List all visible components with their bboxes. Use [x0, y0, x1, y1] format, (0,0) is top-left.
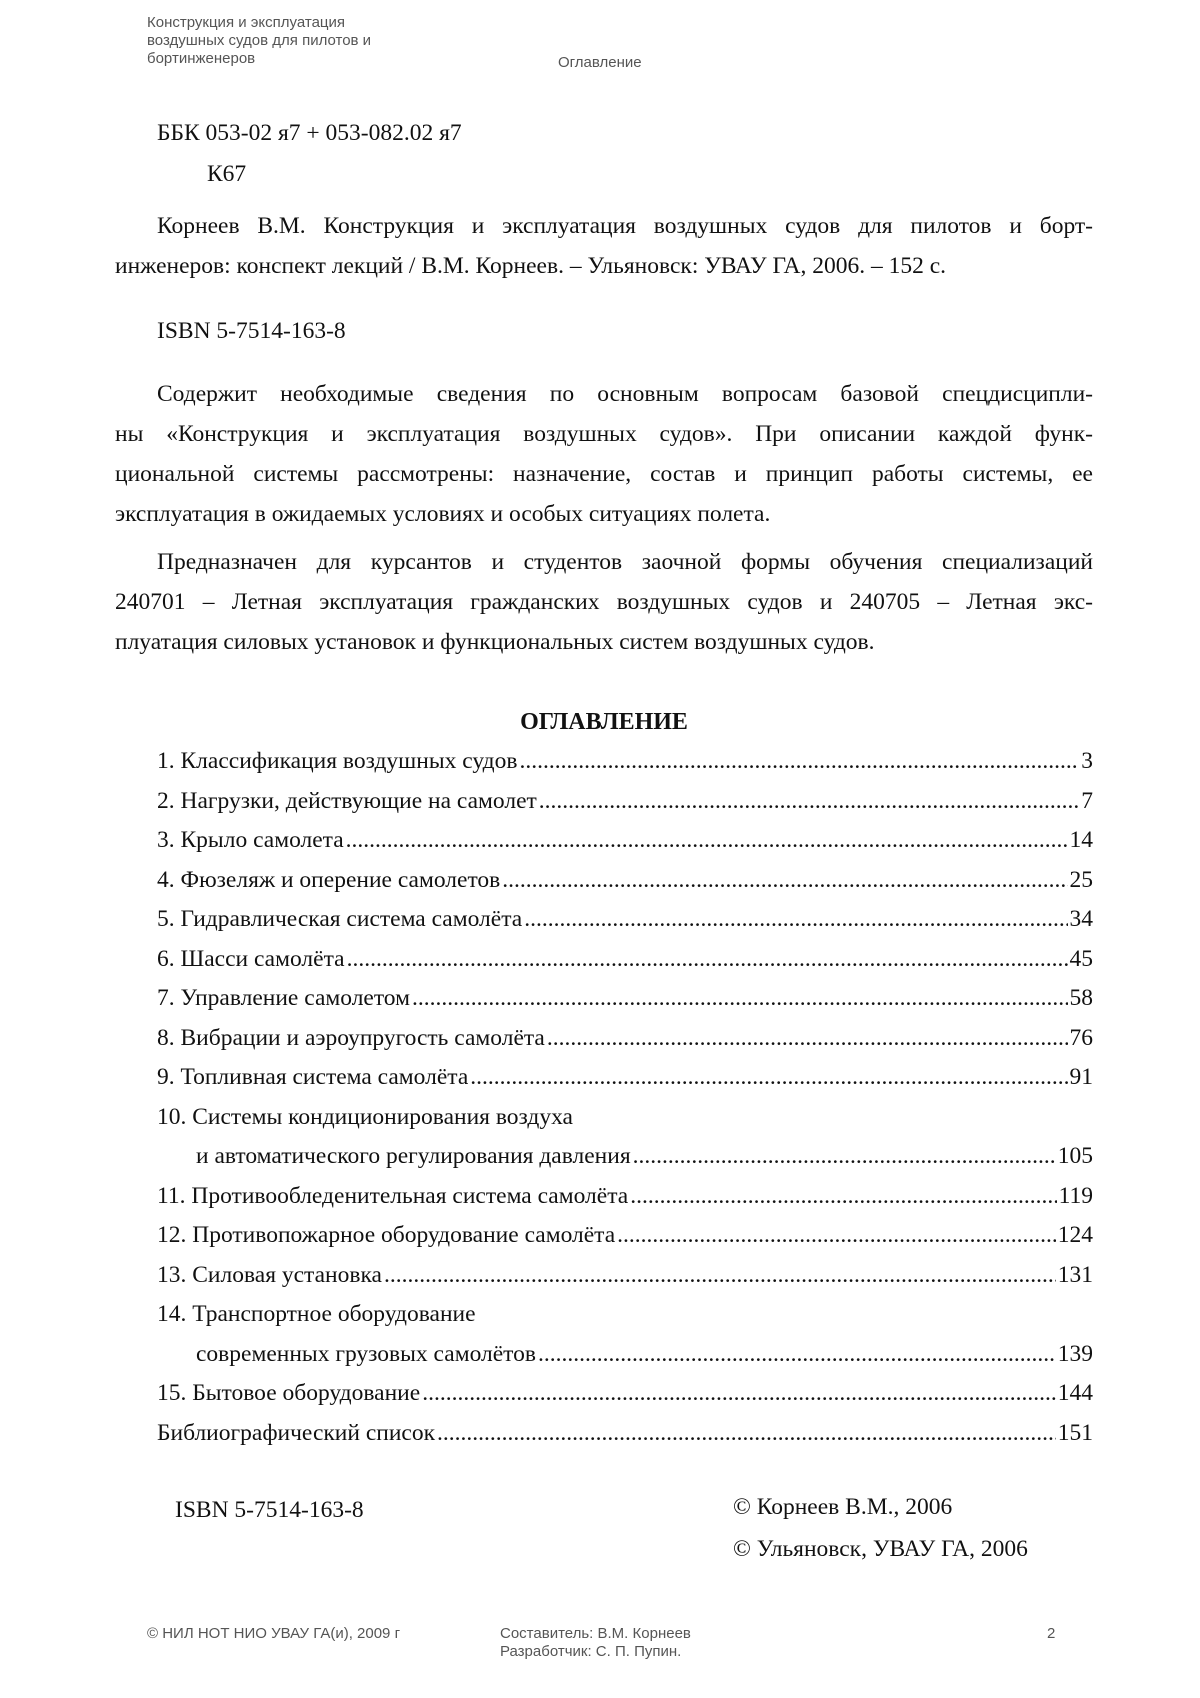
toc-entry[interactable] [157, 782, 1093, 822]
toc-row [157, 1256, 1093, 1296]
toc-page-number: 131 [1057, 1261, 1093, 1288]
toc-number: 15. [157, 1380, 193, 1406]
toc-number: 3. [157, 827, 181, 853]
toc-number: 13. [157, 1261, 193, 1288]
toc-row [157, 1098, 1093, 1138]
toc-leader-dots [547, 1019, 1068, 1059]
toc-number: 5. [157, 906, 181, 932]
toc-title: Транспортное оборудование [192, 1301, 476, 1327]
toc-page-number: 144 [1057, 1380, 1093, 1406]
toc-leader-dots [630, 1177, 1056, 1217]
toc-page-number: 3 [1081, 748, 1093, 774]
copyright-author: © Корнеев В.М., 2006 [733, 1494, 953, 1520]
isbn-bottom: ISBN 5-7514-163-8 [175, 1497, 364, 1523]
summary-paragraph [115, 374, 1093, 534]
toc-entry[interactable] [157, 1256, 1093, 1296]
toc-leader-dots [437, 1414, 1056, 1454]
toc-page-number: 25 [1069, 866, 1093, 893]
summary-line: ны «Конструкция и эксплуатация воздушных судов». При описании каждой функ- [115, 421, 1093, 447]
running-header-title [147, 14, 447, 68]
toc-row [157, 821, 1093, 861]
toc-number: 7. [157, 985, 181, 1011]
toc-entry[interactable] [157, 742, 1093, 782]
toc-title: Силовая установка [192, 1261, 382, 1288]
toc-number: 14. [157, 1301, 193, 1327]
toc-title-continuation: и автоматического регулирования давления [196, 1143, 631, 1169]
toc-entry[interactable] [157, 1295, 1093, 1374]
toc-entry[interactable] [157, 940, 1093, 980]
toc-page-number: 34 [1069, 906, 1093, 932]
citation-line: Корнеев В.М. Конструкция и эксплуатация воздушных судов для пилотов и борт- [157, 213, 1093, 239]
citation-line: инженеров: конспект лекций / В.М. Корнеев. – Ульяновск: УВАУ ГА, 2006. – 152 с. [115, 253, 947, 279]
toc-row [157, 1374, 1093, 1414]
audience-line: плуатация силовых установок и функциональных систем воздушных судов. [115, 629, 875, 655]
toc-title: Нагрузки, действующие на самолет [180, 787, 537, 814]
toc-number: 12. [157, 1222, 193, 1248]
toc-title: Крыло самолета [180, 827, 344, 853]
header-line: воздушных судов для пилотов и [147, 32, 372, 49]
toc-page-number: 105 [1057, 1143, 1093, 1169]
page-number: 2 [1047, 1625, 1056, 1642]
toc-leader-dots [347, 940, 1068, 980]
summary-line: циональной системы рассмотрены: назначение, состав и принцип работы системы, ее [115, 461, 1093, 487]
toc-page-number: 45 [1069, 945, 1093, 972]
audience-line: Предназначен для курсантов и студентов заочной формы обучения специализаций [157, 549, 1093, 575]
bbk-code: ББК 053-02 я7 + 053-082.02 я7 [157, 120, 462, 146]
isbn-top: ISBN 5-7514-163-8 [157, 318, 346, 344]
footer-copyright: © НИЛ НОТ НИО УВАУ ГА(и), 2009 г [147, 1625, 401, 1642]
footer-developer: Разработчик: С. П. Пупин. [500, 1643, 682, 1660]
toc-entry[interactable] [157, 1414, 1093, 1454]
toc-row [157, 900, 1093, 940]
toc-leader-dots [633, 1137, 1056, 1177]
toc-entry[interactable] [157, 1374, 1093, 1414]
toc-row [157, 1335, 1093, 1375]
toc-title: Противопожарное оборудование самолёта [192, 1222, 616, 1248]
toc-leader-dots [502, 861, 1067, 901]
bibliographic-citation [115, 206, 1093, 286]
toc-title: Классификация воздушных судов [180, 748, 518, 774]
toc-leader-dots [422, 1374, 1056, 1414]
toc-number: 9. [157, 1064, 181, 1090]
toc-page-number: 14 [1069, 827, 1093, 853]
summary-line: Содержит необходимые сведения по основным вопросам базовой спецдисципли- [157, 381, 1093, 407]
toc-number: 6. [157, 945, 181, 972]
toc-row [157, 742, 1093, 782]
toc-page-number: 124 [1057, 1222, 1093, 1248]
audience-line: 240701 – Летная эксплуатация гражданских воздушных судов и 240705 – Летная экс- [115, 589, 1093, 615]
footer-compiler: Составитель: В.М. Корнеев [500, 1625, 691, 1642]
copyright-organization: © Ульяновск, УВАУ ГА, 2006 [733, 1536, 1028, 1562]
toc-row [157, 1019, 1093, 1059]
toc-page-number: 151 [1057, 1419, 1093, 1446]
header-line: бортинженеров [147, 50, 256, 67]
toc-title: Библиографический список [157, 1419, 436, 1446]
toc-title: Бытовое оборудование [192, 1380, 421, 1406]
toc-title-continuation: современных грузовых самолётов [196, 1340, 536, 1367]
toc-entry[interactable] [157, 900, 1093, 940]
author-sign-code: К67 [207, 161, 247, 187]
toc-number: 4. [157, 866, 181, 893]
toc-row [157, 1216, 1093, 1256]
toc-title: Фюзеляж и оперение самолетов [180, 866, 501, 893]
toc-page-number: 119 [1058, 1182, 1093, 1209]
toc-entry[interactable] [157, 1216, 1093, 1256]
toc-title: Топливная система самолёта [180, 1064, 469, 1090]
summary-line: эксплуатация в ожидаемых условиях и особых ситуациях полета. [115, 501, 771, 527]
toc-title: Управление самолетом [180, 985, 410, 1011]
toc-number: 2. [157, 787, 181, 814]
toc-row [157, 940, 1093, 980]
toc-leader-dots [470, 1058, 1067, 1098]
toc-page-number: 76 [1069, 1024, 1093, 1051]
toc-leader-dots [538, 1335, 1056, 1375]
toc-entry[interactable] [157, 1019, 1093, 1059]
toc-number: 1. [157, 748, 181, 774]
toc-title: Гидравлическая система самолёта [180, 906, 523, 932]
toc-entry[interactable] [157, 1177, 1093, 1217]
toc-leader-dots [384, 1256, 1056, 1296]
toc-entry[interactable] [157, 821, 1093, 861]
toc-entry[interactable] [157, 861, 1093, 901]
toc-heading: ОГЛАВЛЕНИЕ [520, 709, 688, 735]
toc-row [157, 1177, 1093, 1217]
toc-page-number: 58 [1069, 985, 1093, 1011]
toc-entry[interactable] [157, 1098, 1093, 1177]
toc-row [157, 782, 1093, 822]
toc-row [157, 1058, 1093, 1098]
toc-leader-dots [519, 742, 1079, 782]
toc-entry[interactable] [157, 1058, 1093, 1098]
toc-page-number: 91 [1069, 1064, 1093, 1090]
footer-credits [500, 1625, 691, 1661]
toc-leader-dots [617, 1216, 1056, 1256]
toc-title: Вибрации и аэроупругость самолёта [180, 1024, 545, 1051]
toc-row [157, 1414, 1093, 1454]
toc-leader-dots [346, 821, 1068, 861]
table-of-contents [157, 742, 1093, 1453]
toc-page-number: 139 [1057, 1340, 1093, 1367]
toc-row [157, 1295, 1093, 1335]
toc-entry[interactable] [157, 979, 1093, 1019]
toc-title: Шасси самолёта [180, 945, 345, 972]
toc-row [157, 979, 1093, 1019]
toc-row [157, 1137, 1093, 1177]
toc-leader-dots [524, 900, 1067, 940]
toc-number: 8. [157, 1024, 181, 1051]
toc-number: 10. [157, 1103, 193, 1130]
toc-page-number: 7 [1081, 787, 1093, 814]
toc-row [157, 861, 1093, 901]
toc-title: Противообледенительная система самолёта [191, 1182, 629, 1209]
toc-number: 11. [157, 1182, 192, 1209]
toc-title: Системы кондиционирования воздуха [192, 1103, 573, 1130]
toc-leader-dots [412, 979, 1068, 1019]
header-line: Конструкция и эксплуатация [147, 14, 346, 31]
audience-paragraph [115, 542, 1093, 662]
running-header-section: Оглавление [558, 54, 642, 71]
toc-leader-dots [539, 782, 1079, 822]
